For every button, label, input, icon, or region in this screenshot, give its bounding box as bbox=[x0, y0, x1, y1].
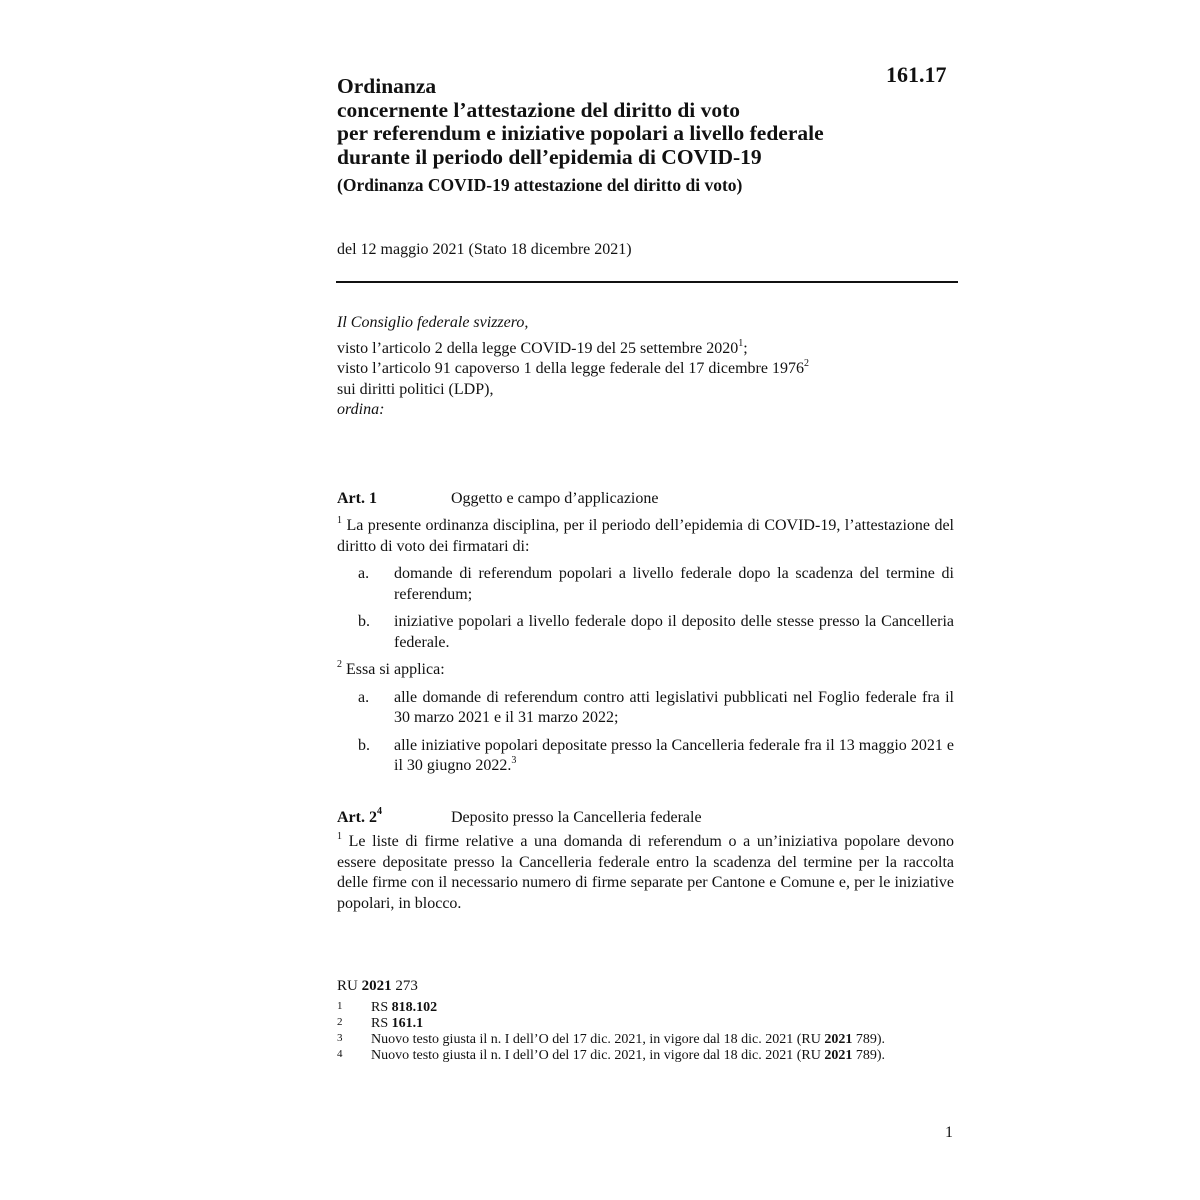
list-item bbox=[337, 612, 954, 653]
preamble bbox=[337, 313, 957, 421]
divider bbox=[336, 281, 958, 283]
paragraph: $^1$ Le liste di firme relative a una domanda di referendum o a un’iniziativa popolare devono essere depositate presso la Cancelleria federale entro la scadenza del termine per la raccolta delle firme con il necessario numero di firme separate per Cantone e Comune e, per le iniziative popolari, in blocco. bbox=[337, 831, 955, 912]
footnote bbox=[337, 1016, 897, 1032]
short-title: (Ordinanza COVID-19 attestazione del diritto di voto) bbox=[337, 175, 743, 195]
footnote-number: 2 bbox=[337, 1016, 343, 1028]
footnote-text: Nuovo testo giusta il n. I dell’O del 17 dic. 2021, in vigore dal 18 dic. 2021 (RU 2021 789). bbox=[371, 1048, 886, 1063]
footnote-ref[interactable]: 3 bbox=[511, 755, 517, 766]
title-line: durante il periodo dell’epidemia di COVID-19 bbox=[337, 144, 762, 169]
article-number: Art. $2^4$ bbox=[337, 806, 382, 826]
footnote-text: Nuovo testo giusta il n. I dell’O del 17 dic. 2021, in vigore dal 18 dic. 2021 (RU 2021 789). bbox=[371, 1032, 886, 1047]
preamble-line: visto l’articolo 2 della legge COVID-19 del 25 settembre 2020$^1$; bbox=[337, 337, 748, 357]
sr-number: 161.17 bbox=[886, 62, 947, 87]
article-heading bbox=[337, 807, 954, 828]
date-line: del 12 maggio 2021 (Stato 18 dicembre 2021) bbox=[337, 241, 632, 258]
article-heading bbox=[337, 488, 954, 509]
article-title: Oggetto e campo d’applicazione bbox=[451, 490, 659, 507]
preamble-ordina: ordina: bbox=[337, 401, 385, 418]
paragraph: $^2$ Essa si applica: bbox=[337, 659, 445, 678]
preamble-authority: Il Consiglio federale svizzero, bbox=[337, 314, 529, 331]
footnote bbox=[337, 1048, 897, 1064]
preamble-line: sui diritti politici (LDP), bbox=[337, 380, 494, 398]
list-letter: b. bbox=[358, 736, 370, 754]
article-title: Deposito presso la Cancelleria federale bbox=[451, 809, 702, 826]
paragraph-number: 1 bbox=[337, 831, 342, 842]
paragraph: $^1$ La presente ordinanza disciplina, per il periodo dell’epidemia di COVID-19, l’attestazione del diritto di voto dei firmatari di: bbox=[337, 515, 955, 555]
footnotes bbox=[337, 977, 897, 1064]
footnote-text: RS 818.102 bbox=[371, 1000, 438, 1015]
title-line: per referendum e iniziative popolari a livello federale bbox=[337, 121, 824, 145]
footnote-number: 3 bbox=[337, 1032, 343, 1044]
footnote bbox=[337, 1032, 897, 1048]
list-item bbox=[337, 736, 954, 777]
footnote-ref[interactable]: 2 bbox=[803, 358, 809, 369]
footnote-ref[interactable]: 1 bbox=[738, 337, 744, 349]
list-text: alle iniziative popolari depositate presso la Cancelleria federale fra il 13 maggio 2021 e il 30 giugno 2022.$^3$ bbox=[394, 736, 954, 774]
footnote-text: RS 161.1 bbox=[371, 1016, 424, 1031]
footnote-number: 1 bbox=[337, 1000, 343, 1012]
title-line: concernente l’attestazione del diritto di voto bbox=[337, 97, 741, 122]
list-item bbox=[337, 564, 954, 605]
list-text: alle domande di referendum contro atti legislativi pubblicati nel Foglio federale fra il 30 marzo 2021 e il 31 marzo 2022; bbox=[394, 688, 954, 726]
title-line: Ordinanza bbox=[337, 74, 437, 98]
page-number: 1 bbox=[945, 1124, 953, 1141]
list-text: iniziative popolari a livello federale dopo il deposito delle stesse presso la Cancelleria federale. bbox=[394, 613, 954, 651]
article-number: Art. 1 bbox=[337, 490, 377, 507]
paragraph-number: 2 bbox=[337, 659, 342, 670]
article-1 bbox=[337, 488, 954, 777]
preamble-line: visto l’articolo 91 capoverso 1 della legge federale del 17 dicembre 1976$^2$ bbox=[337, 358, 809, 377]
title-block bbox=[337, 75, 897, 196]
footnote-number: 4 bbox=[337, 1048, 343, 1060]
ru-reference: RU 2021 273 bbox=[337, 978, 418, 994]
paragraph-number: 1 bbox=[337, 515, 342, 526]
list-letter: a. bbox=[358, 565, 370, 582]
list-text: domande di referendum popolari a livello federale dopo la scadenza del termine di referendum; bbox=[394, 565, 954, 603]
list-letter: a. bbox=[358, 688, 370, 706]
article-2 bbox=[337, 807, 954, 914]
footnote bbox=[337, 1000, 897, 1016]
list-item bbox=[337, 688, 954, 729]
list-letter: b. bbox=[358, 613, 370, 630]
footnote-ref[interactable]: 4 bbox=[376, 806, 382, 817]
